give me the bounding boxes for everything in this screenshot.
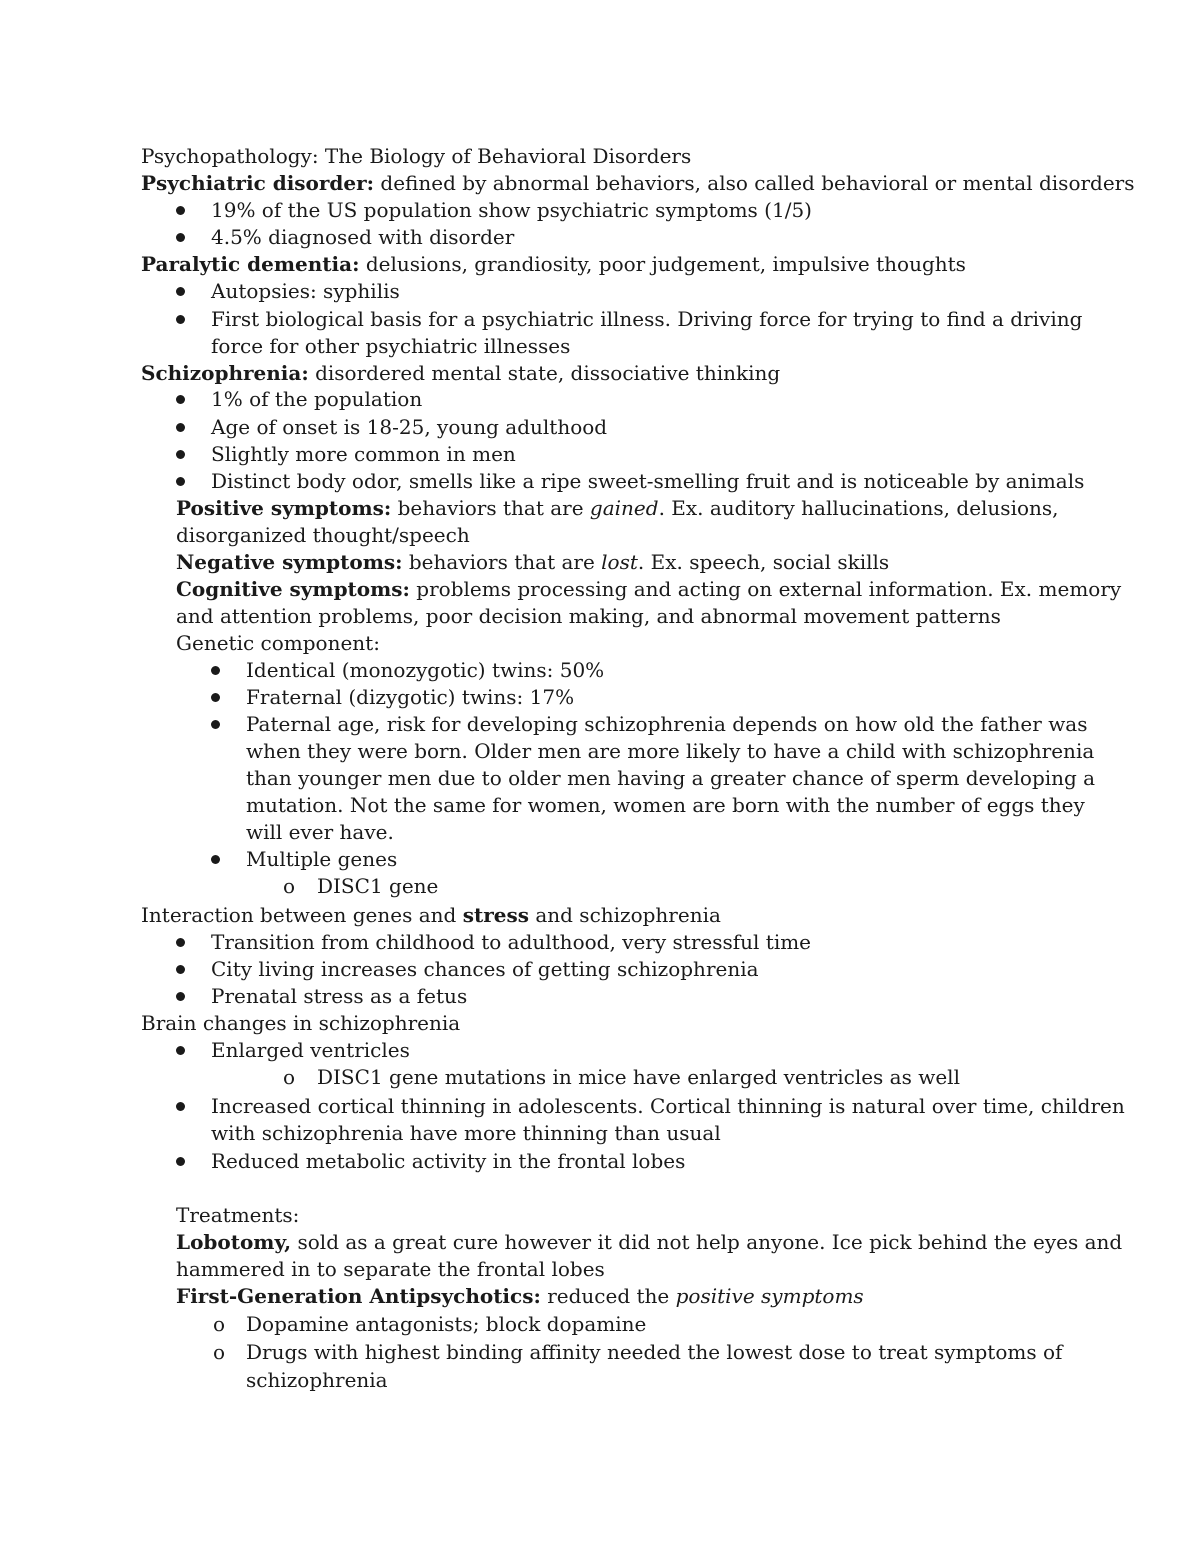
definition-text: defined by abnormal behaviors, also called behavioral or mental disorders xyxy=(374,171,1135,195)
term-stress: stress xyxy=(462,903,529,927)
emphasis-lost: lost xyxy=(601,550,638,574)
list-item: 4.5% diagnosed with disorder xyxy=(211,225,515,249)
term-paralytic-dementia: Paralytic dementia: xyxy=(141,252,360,276)
first-generation-antipsychotics-line xyxy=(176,1283,864,1310)
lobotomy-line xyxy=(176,1229,1122,1256)
list-item-continuation: with schizophrenia have more thinning than usual xyxy=(211,1121,721,1145)
list-item: Age of onset is 18-25, young adulthood xyxy=(211,415,608,439)
list-item-continuation: than younger men due to older men having a greater chance of sperm developing a xyxy=(246,766,1096,790)
list-item: Reduced metabolic activity in the frontal lobes xyxy=(211,1149,686,1173)
bullet-icon xyxy=(176,992,185,1001)
list-item: 1% of the population xyxy=(211,387,423,411)
list-item-continuation: when they were born. Older men are more likely to have a child with schizophrenia xyxy=(246,739,1095,763)
cognitive-symptoms-line xyxy=(176,576,1121,603)
cognitive-symptoms-continuation: and attention problems, poor decision making, and abnormal movement patterns xyxy=(176,604,1001,628)
positive-symptoms-continuation: disorganized thought/speech xyxy=(176,523,470,547)
list-item: Identical (monozygotic) twins: 50% xyxy=(246,658,605,682)
stress-heading xyxy=(141,902,721,929)
sub-list-item: DISC1 gene xyxy=(317,874,439,898)
sub-bullet-icon: o xyxy=(283,1065,296,1089)
list-item: Distinct body odor, smells like a ripe sweet-smelling fruit and is noticeable by animals xyxy=(211,469,1085,493)
bullet-icon xyxy=(176,477,185,486)
list-item: Multiple genes xyxy=(246,847,398,871)
list-item: Slightly more common in men xyxy=(211,442,516,466)
list-item: Increased cortical thinning in adolescents. Cortical thinning is natural over time, children xyxy=(211,1094,1125,1118)
list-item: Fraternal (dizygotic) twins: 17% xyxy=(246,685,575,709)
list-item-continuation: force for other psychiatric illnesses xyxy=(211,334,571,358)
definition-text: delusions, grandiosity, poor judgement, impulsive thoughts xyxy=(359,252,966,276)
bullet-icon xyxy=(176,938,185,947)
text-span: reduced the xyxy=(540,1284,676,1308)
list-item: Prenatal stress as a fetus xyxy=(211,984,468,1008)
bullet-icon xyxy=(176,965,185,974)
bullet-icon xyxy=(176,423,185,432)
bullet-icon xyxy=(211,720,220,729)
term-lobotomy: Lobotomy, xyxy=(176,1230,292,1254)
lobotomy-continuation: hammered in to separate the frontal lobes xyxy=(176,1257,605,1281)
psychiatric-disorder-line xyxy=(141,170,1135,197)
bullet-icon xyxy=(211,855,220,864)
list-item: City living increases chances of getting schizophrenia xyxy=(211,957,759,981)
bullet-icon xyxy=(176,450,185,459)
text-span: problems processing and acting on external information. Ex. memory xyxy=(409,577,1122,601)
term-cognitive-symptoms: Cognitive symptoms: xyxy=(176,577,410,601)
document-title: Psychopathology: The Biology of Behavioral Disorders xyxy=(141,144,692,168)
text-span: sold as a great cure however it did not help anyone. Ice pick behind the eyes and xyxy=(291,1230,1123,1254)
bullet-icon xyxy=(211,666,220,675)
text-span: . Ex. speech, social skills xyxy=(637,550,890,574)
sub-list-item-continuation: schizophrenia xyxy=(246,1368,388,1392)
list-item: Enlarged ventricles xyxy=(211,1038,410,1062)
bullet-icon xyxy=(176,315,185,324)
bullet-icon xyxy=(211,693,220,702)
text-span: . Ex. auditory hallucinations, delusions, xyxy=(658,496,1059,520)
emphasis-positive-symptoms: positive symptoms xyxy=(675,1284,864,1308)
bullet-icon xyxy=(176,287,185,296)
term-negative-symptoms: Negative symptoms: xyxy=(176,550,403,574)
list-item: Transition from childhood to adulthood, very stressful time xyxy=(211,930,812,954)
text-span: behaviors that are xyxy=(402,550,602,574)
sub-bullet-icon: o xyxy=(283,874,296,898)
emphasis-gained: gained xyxy=(589,496,659,520)
schizophrenia-line xyxy=(141,360,780,387)
bullet-icon xyxy=(176,395,185,404)
negative-symptoms-line xyxy=(176,549,889,576)
term-psychiatric-disorder: Psychiatric disorder: xyxy=(141,171,375,195)
sub-list-item: Dopamine antagonists; block dopamine xyxy=(246,1312,647,1336)
sub-list-item: Drugs with highest binding affinity needed the lowest dose to treat symptoms of xyxy=(246,1340,1063,1364)
list-item-continuation: will ever have. xyxy=(246,820,394,844)
text-span: Interaction between genes and xyxy=(141,903,463,927)
list-item-continuation: mutation. Not the same for women, women are born with the number of eggs they xyxy=(246,793,1085,817)
genetic-component-heading: Genetic component: xyxy=(176,631,380,655)
positive-symptoms-line xyxy=(176,495,1059,522)
bullet-icon xyxy=(176,1157,185,1166)
term-first-generation-antipsychotics: First-Generation Antipsychotics: xyxy=(176,1284,541,1308)
list-item: Paternal age, risk for developing schizophrenia depends on how old the father was xyxy=(246,712,1088,736)
term-positive-symptoms: Positive symptoms: xyxy=(176,496,392,520)
brain-changes-heading: Brain changes in schizophrenia xyxy=(141,1011,461,1035)
text-span: behaviors that are xyxy=(391,496,590,520)
bullet-icon xyxy=(176,206,185,215)
term-schizophrenia: Schizophrenia: xyxy=(141,361,309,385)
list-item: 19% of the US population show psychiatric symptoms (1/5) xyxy=(211,198,812,222)
text-span: and schizophrenia xyxy=(528,903,721,927)
treatments-heading: Treatments: xyxy=(176,1203,300,1227)
list-item: Autopsies: syphilis xyxy=(211,279,400,303)
sub-bullet-icon: o xyxy=(213,1312,226,1336)
bullet-icon xyxy=(176,1102,185,1111)
sub-bullet-icon: o xyxy=(213,1340,226,1364)
bullet-icon xyxy=(176,233,185,242)
bullet-icon xyxy=(176,1046,185,1055)
paralytic-dementia-line xyxy=(141,251,966,278)
sub-list-item: DISC1 gene mutations in mice have enlarged ventricles as well xyxy=(317,1065,960,1089)
definition-text: disordered mental state, dissociative thinking xyxy=(308,361,781,385)
list-item: First biological basis for a psychiatric illness. Driving force for trying to find a driving xyxy=(211,307,1083,331)
